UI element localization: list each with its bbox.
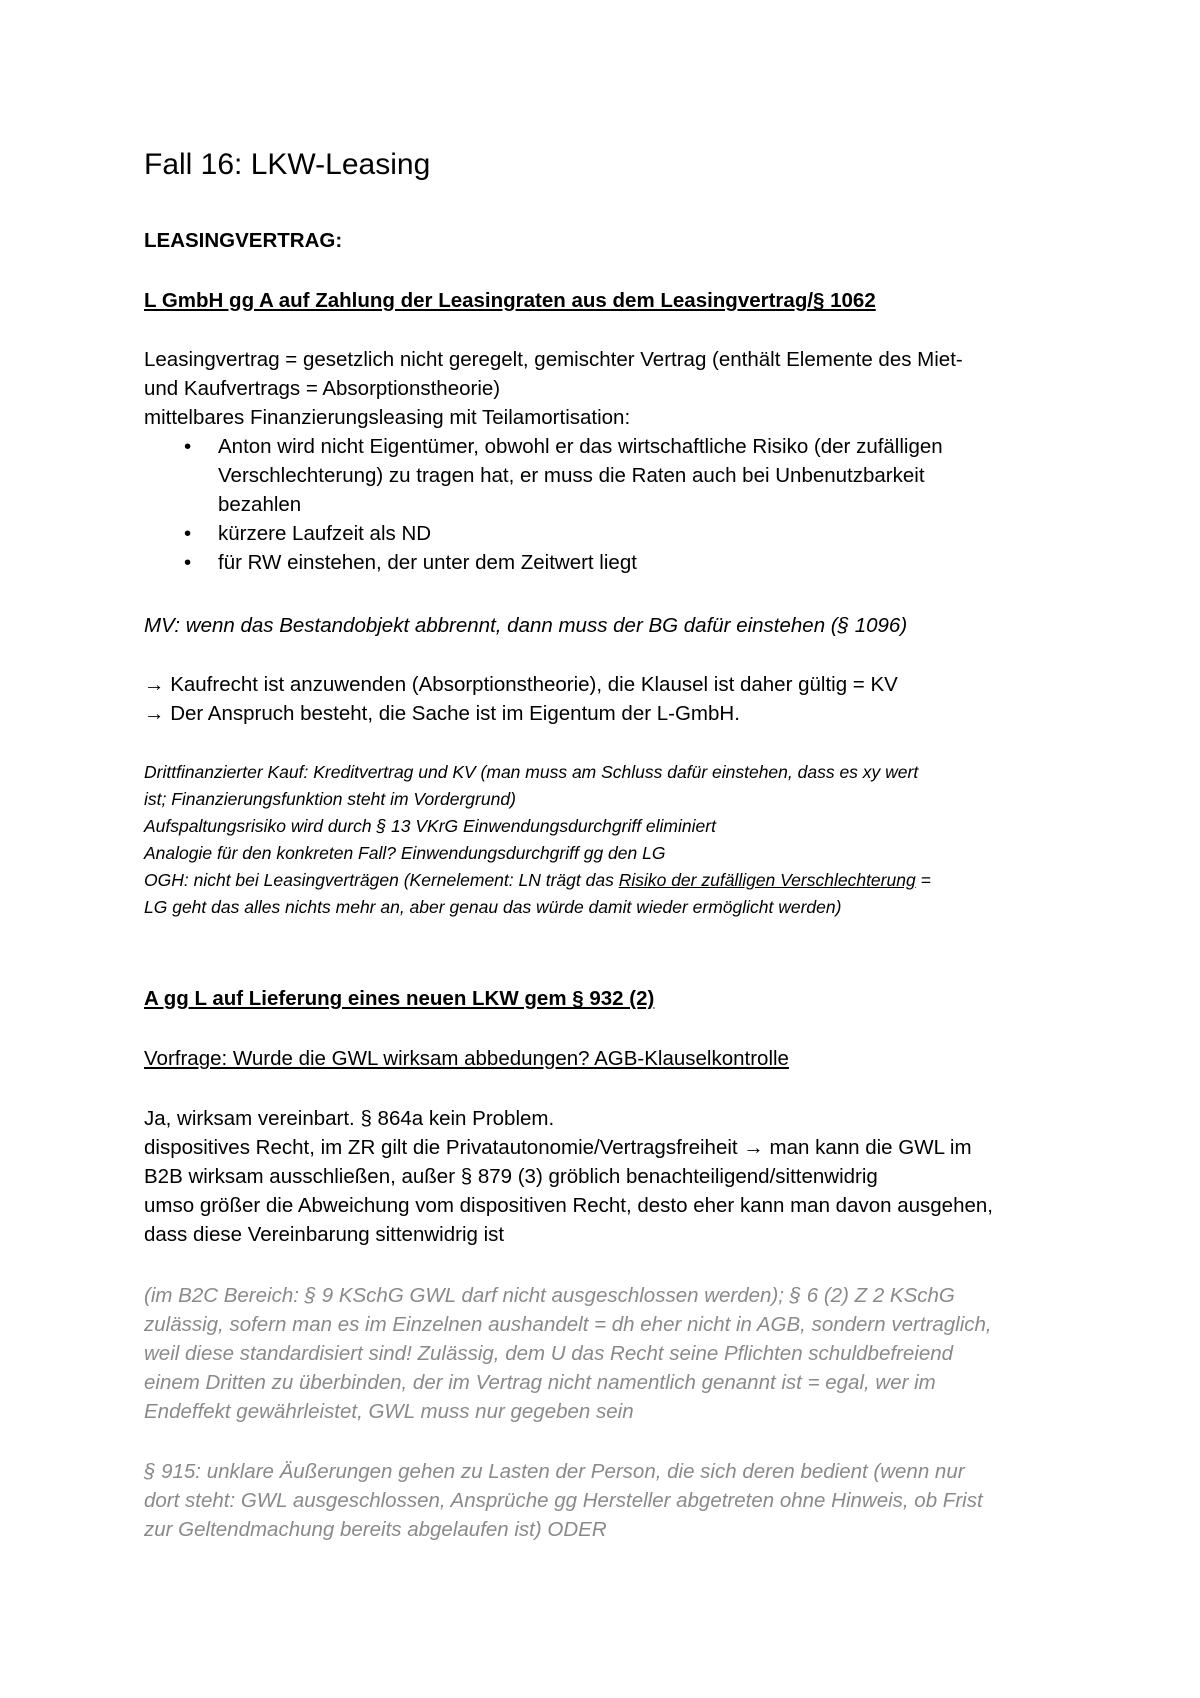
claim-heading-1: L GmbH gg A auf Zahlung der Leasingraten aus dem Leasingvertrag/§ 1062 xyxy=(144,289,876,312)
grey-line: (im B2C Bereich: § 9 KSchG GWL darf nicht ausgeschlossen werden); § 6 (2) Z 2 KSchG xyxy=(144,1284,955,1307)
grey-line: zulässig, sofern man es im Einzelnen aushandelt = dh eher nicht in AGB, sondern vertraglich, xyxy=(144,1313,992,1336)
grey-line: Endeffekt gewährleistet, GWL muss nur gegeben sein xyxy=(144,1400,634,1423)
bullet-list xyxy=(144,432,1074,577)
bullet-item xyxy=(144,519,1074,548)
bullet-icon: • xyxy=(184,551,192,574)
intro-paragraph xyxy=(144,345,1074,432)
intro-line: mittelbares Finanzierungsleasing mit Teilamortisation: xyxy=(144,406,631,429)
bullet-line: kürzere Laufzeit als ND xyxy=(218,522,432,545)
conclusion-line xyxy=(144,699,1074,728)
note-line: Analogie für den konkreten Fall? Einwendungsdurchgriff gg den LG xyxy=(144,843,666,863)
grey-line: zur Geltendmachung bereits abgelaufen ist) ODER xyxy=(144,1518,607,1541)
grey-line: weil diese standardisiert sind! Zulässig, dem U das Recht seine Pflichten schuldbefreiend xyxy=(144,1342,954,1365)
intro-line: Leasingvertrag = gesetzlich nicht geregelt, gemischter Vertrag (enthält Elemente des Miet- xyxy=(144,348,963,371)
note-line: LG geht das alles nichts mehr an, aber genau das würde damit wieder ermöglicht werden) xyxy=(144,897,842,917)
notes-block xyxy=(144,759,1074,921)
underlined-phrase: Risiko der zufälligen Verschlechterung xyxy=(618,870,916,890)
note-line: OGH: nicht bei Leasingverträgen (Kernelement: LN trägt das Risiko der zufälligen Verschlechterung = xyxy=(144,870,931,890)
915-note xyxy=(144,1457,1074,1544)
bullet-icon: • xyxy=(184,522,192,545)
bullet-item xyxy=(144,432,1074,519)
answer-line: umso größer die Abweichung vom dispositiven Recht, desto eher kann man davon ausgehen, xyxy=(144,1194,993,1217)
note-line: ist; Finanzierungsfunktion steht im Vordergrund) xyxy=(144,789,516,809)
b2c-note xyxy=(144,1281,1074,1426)
bullet-line: Anton wird nicht Eigentümer, obwohl er das wirtschaftliche Risiko (der zufälligen xyxy=(218,435,943,458)
mv-note: MV: wenn das Bestandobjekt abbrennt, dann muss der BG dafür einstehen (§ 1096) xyxy=(144,614,908,637)
arrow-right-icon: → xyxy=(144,702,165,725)
conclusion-text: Kaufrecht ist anzuwenden (Absorptionstheorie), die Klausel ist daher gültig = KV xyxy=(170,673,898,696)
grey-line: § 915: unklare Äußerungen gehen zu Lasten der Person, die sich deren bedient (wenn nur xyxy=(144,1460,965,1483)
answer-line: dass diese Vereinbarung sittenwidrig ist xyxy=(144,1223,505,1246)
bullet-icon: • xyxy=(184,435,192,458)
bullet-line: für RW einstehen, der unter dem Zeitwert liegt xyxy=(218,551,637,574)
arrow-right-icon: → xyxy=(144,673,165,696)
claim-heading-2: A gg L auf Lieferung eines neuen LKW gem § 932 (2) xyxy=(144,987,655,1010)
conclusion-line xyxy=(144,670,1074,699)
note-line: Aufspaltungsrisiko wird durch § 13 VKrG Einwendungsdurchgriff eliminiert xyxy=(144,816,716,836)
grey-line: einem Dritten zu überbinden, der im Vertrag nicht namentlich genannt ist = egal, wer im xyxy=(144,1371,936,1394)
answer-paragraph xyxy=(144,1104,1074,1249)
bullet-line: Verschlechterung) zu tragen hat, er muss die Raten auch bei Unbenutzbarkeit xyxy=(218,464,925,487)
conclusion-text: Der Anspruch besteht, die Sache ist im Eigentum der L-GmbH. xyxy=(170,702,740,725)
prequestion-heading: Vorfrage: Wurde die GWL wirksam abbedungen? AGB-Klauselkontrolle xyxy=(144,1047,789,1070)
arrow-right-icon: → xyxy=(743,1136,764,1159)
section-heading-leasingvertrag: LEASINGVERTRAG: xyxy=(144,229,343,252)
note-line: Drittfinanzierter Kauf: Kreditvertrag und KV (man muss am Schluss dafür einstehen, dass es xy wert xyxy=(144,762,919,782)
page-title: Fall 16: LKW-Leasing xyxy=(144,148,431,181)
bullet-line: bezahlen xyxy=(218,493,302,516)
answer-line: B2B wirksam ausschließen, außer § 879 (3) gröblich benachteiligend/sittenwidrig xyxy=(144,1165,878,1188)
answer-line: Ja, wirksam vereinbart. § 864a kein Problem. xyxy=(144,1107,555,1130)
answer-line: dispositives Recht, im ZR gilt die Privatautonomie/Vertragsfreiheit → man kann die GWL im xyxy=(144,1136,972,1159)
grey-line: dort steht: GWL ausgeschlossen, Ansprüche gg Hersteller abgetreten ohne Hinweis, ob Frist xyxy=(144,1489,983,1512)
intro-line: und Kaufvertrags = Absorptionstheorie) xyxy=(144,377,501,400)
conclusions xyxy=(144,670,1074,728)
bullet-item xyxy=(144,548,1074,577)
